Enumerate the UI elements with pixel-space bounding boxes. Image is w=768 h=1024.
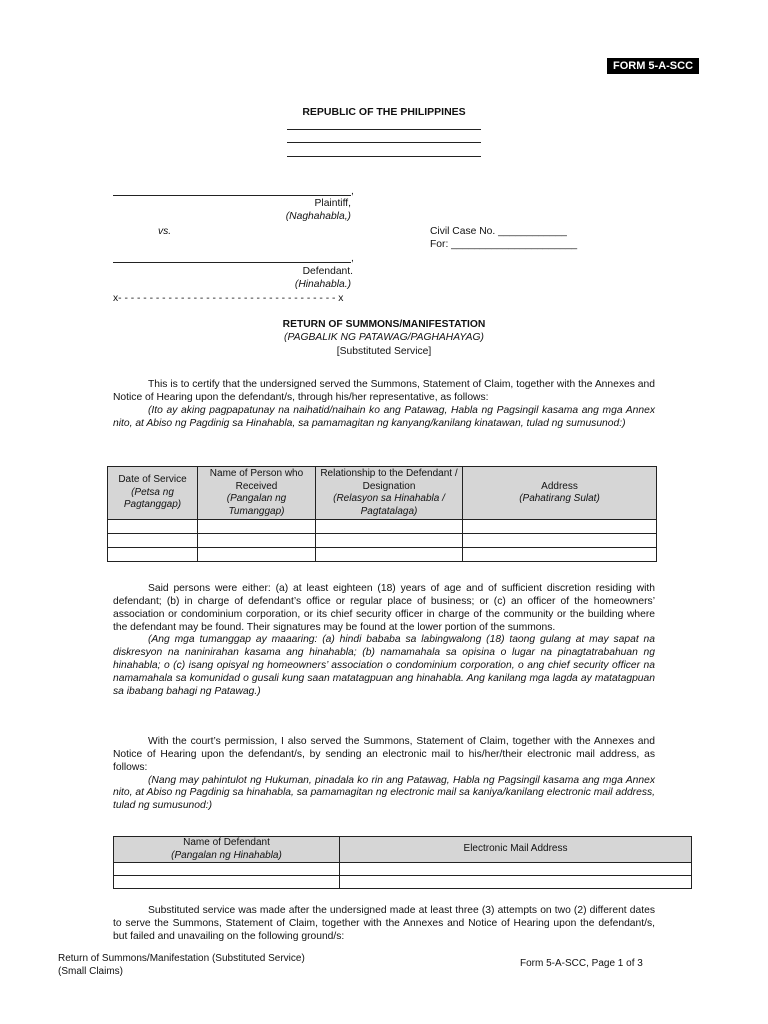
court-blank-line-1[interactable] bbox=[287, 129, 481, 130]
table-cell[interactable] bbox=[114, 863, 340, 876]
table-cell[interactable] bbox=[316, 520, 463, 534]
certification-text-tl: (Ito ay aking pagpapatunay na naihatid/naihain ko ang Patawag, Habla ng Pagsingil kasama ang mga Annex nito, at Abiso ng Pagdinig sa Hinahabla, sa pamamagitan ng kanyang/kanilang kinatawan, tulad ng sumusunod:) bbox=[113, 404, 655, 429]
civil-case-no-field[interactable]: Civil Case No. ____________ bbox=[430, 226, 567, 237]
table-cell[interactable] bbox=[463, 520, 657, 534]
certification-paragraph bbox=[113, 379, 655, 430]
document-subtitle: [Substituted Service] bbox=[336, 346, 432, 357]
col-name-of-receiver: Name of Person who Received (Pangalan ng Tumanggap) bbox=[198, 467, 316, 520]
email-table bbox=[113, 836, 692, 889]
table-cell[interactable] bbox=[463, 534, 657, 548]
form-number-badge: FORM 5-A-SCC bbox=[607, 58, 699, 74]
table-row bbox=[108, 548, 657, 562]
substituted-service-en: Substituted service was made after the undersigned made at least three (3) attempts on two (2) different dates to serve the Summons, Statement of Claim, together with the Annexes and Notice of Hearing upon the defendant/s, but failed and unavailing on the following ground/s: bbox=[113, 905, 655, 942]
footer-subtitle: (Small Claims) bbox=[58, 966, 123, 977]
document-title: RETURN OF SUMMONS/MANIFESTATION bbox=[282, 319, 486, 330]
service-table bbox=[107, 466, 657, 562]
page-number: Form 5-A-SCC, Page 1 of 3 bbox=[520, 958, 643, 969]
table-cell[interactable] bbox=[198, 534, 316, 548]
table-cell[interactable] bbox=[198, 520, 316, 534]
col-relationship: Relationship to the Defendant / Designation (Relasyon sa Hinahabla / Pagtatalaga) bbox=[316, 467, 463, 520]
receiver-qualification-en: Said persons were either: (a) at least eighteen (18) years of age and of sufficient discretion residing with defendant; (b) in charge of defendant’s office or regular place of business; or (c) an officer of the homeowners’ association or condominium corporation, or its chief security officer in charge of the community or the building where the defendant may be found. Their signatures may be found at the lower portion of the summons. bbox=[113, 583, 655, 633]
table-cell[interactable] bbox=[108, 534, 198, 548]
electronic-service-tl: (Nang may pahintulot ng Hukuman, pinadala ko rin ang Patawag, Habla ng Pagsingil kasama ang mga Annex nito, at Abiso ng Pagdinig sa hinahabla, sa pamamagitan ng electronic mail sa kaniya/kanilang electronic mail address, tulad ng sumusunod:) bbox=[113, 774, 655, 812]
table-cell[interactable] bbox=[340, 863, 692, 876]
table-cell[interactable] bbox=[108, 520, 198, 534]
plaintiff-tagalog: (Naghahabla,) bbox=[285, 211, 351, 222]
document-title-tagalog: (PAGBALIK NG PATAWAG/PAGHAHAYAG) bbox=[284, 332, 484, 343]
court-blank-line-3[interactable] bbox=[287, 156, 481, 157]
email-table-header bbox=[114, 837, 692, 863]
table-cell[interactable] bbox=[463, 548, 657, 562]
defendant-tagalog: (Hinahabla.) bbox=[294, 279, 351, 290]
table-cell[interactable] bbox=[340, 876, 692, 889]
electronic-service-en: With the court’s permission, I also served the Summons, Statement of Claim, together with the Annexes and Notice of Hearing upon the defendant/s, by sending an electronic mail to his/her/their electronic mail address, as follows: bbox=[113, 736, 655, 773]
plaintiff-name-line[interactable] bbox=[113, 195, 351, 196]
substituted-service-paragraph bbox=[113, 905, 655, 944]
col-defendant-name: Name of Defendant (Pangalan ng Hinahabla) bbox=[114, 837, 340, 863]
table-row bbox=[108, 534, 657, 548]
receiver-qualification-paragraph bbox=[113, 583, 655, 699]
table-row bbox=[114, 863, 692, 876]
col-date-of-service: Date of Service (Petsa ng Pagtanggap) bbox=[108, 467, 198, 520]
versus-text: vs. bbox=[158, 226, 172, 237]
plaintiff-label: Plaintiff, bbox=[314, 198, 351, 209]
table-cell[interactable] bbox=[108, 548, 198, 562]
table-row bbox=[114, 876, 692, 889]
table-cell[interactable] bbox=[114, 876, 340, 889]
defendant-name-line[interactable] bbox=[113, 262, 351, 263]
footer-title: Return of Summons/Manifestation (Substituted Service) bbox=[58, 953, 305, 964]
table-row bbox=[108, 520, 657, 534]
electronic-service-paragraph bbox=[113, 736, 655, 813]
caption-x-line: x- - - - - - - - - - - - - - - - - - - - - - - - - - - - - - - - - - - x bbox=[113, 293, 344, 304]
service-table-header bbox=[108, 467, 657, 520]
receiver-qualification-tl: (Ang mga tumanggap ay maaaring: (a) hindi bababa sa labingwalong (18) taong gulang at may sapat na diskresyon na naninirahan kasama ang hinahabla; (b) namamahala sa opisina o lugar na pinagtatrabahuan ng hinahabla; o (c) isang opisyal ng homeowners’ association o condominium corporation, o ang chief security officer na namamahala sa komunidad o gusali kung saan matatagpuan ang hinahabla. Ang kanilang mga lagda ay matatagpuan sa ibabang bahagi ng Patawag.) bbox=[113, 634, 655, 697]
col-email-address: Electronic Mail Address bbox=[340, 837, 692, 863]
col-address: Address (Pahatirang Sulat) bbox=[463, 467, 657, 520]
defendant-label: Defendant. bbox=[302, 266, 353, 277]
table-cell[interactable] bbox=[316, 548, 463, 562]
table-cell[interactable] bbox=[316, 534, 463, 548]
table-cell[interactable] bbox=[198, 548, 316, 562]
court-blank-line-2[interactable] bbox=[287, 142, 481, 143]
for-field[interactable]: For: ______________________ bbox=[430, 239, 578, 250]
certification-text-en: This is to certify that the undersigned served the Summons, Statement of Claim, together with the Annexes and Notice of Hearing upon the defendant/s, through his/her representative, as follows: bbox=[113, 379, 655, 403]
court-header: REPUBLIC OF THE PHILIPPINES bbox=[302, 106, 466, 118]
